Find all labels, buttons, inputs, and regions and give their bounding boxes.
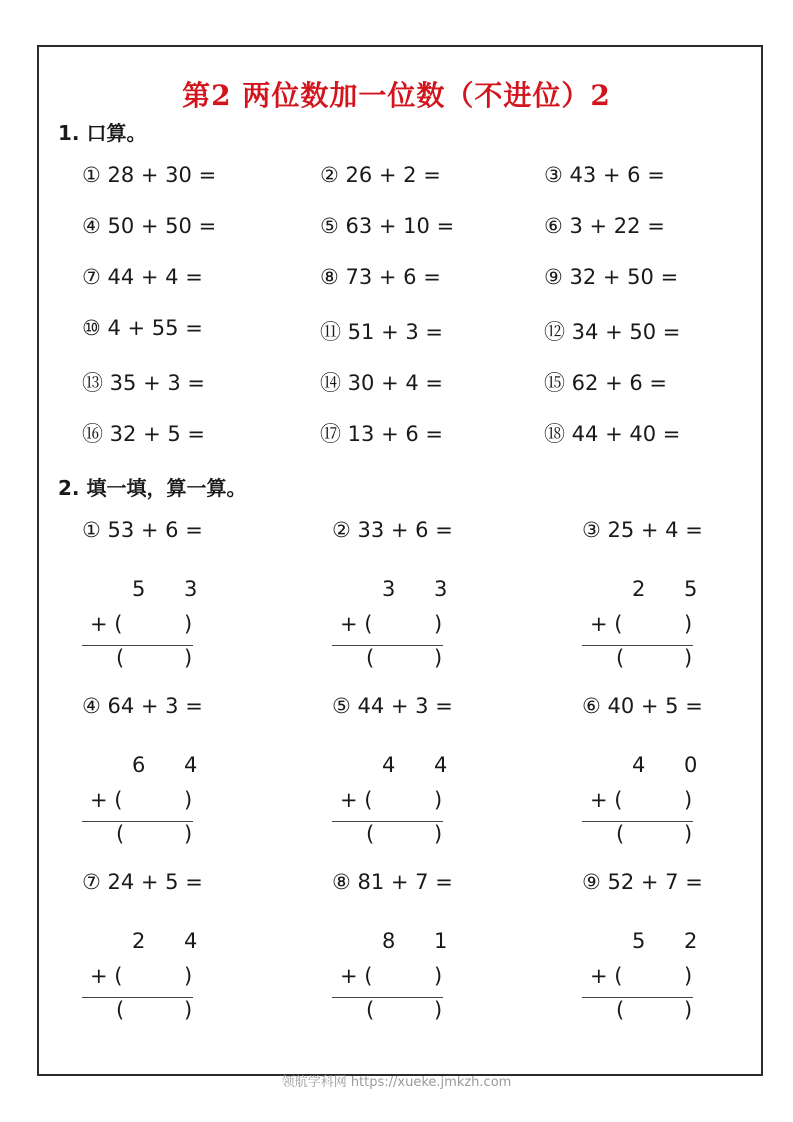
vertical-top-number: 3 3: [382, 577, 464, 601]
close-paren: ): [684, 646, 693, 670]
vertical-calc-grid: [82, 518, 742, 1046]
oral-row: [82, 316, 722, 367]
result-blank[interactable]: [116, 998, 193, 1022]
oral-calc-grid: [82, 163, 722, 469]
result-blank[interactable]: [116, 822, 193, 846]
close-paren: ): [184, 964, 193, 988]
vertical-top-number: 2 5: [632, 577, 714, 601]
vertical-row: [82, 518, 742, 694]
oral-problem: ⑱ 44 + 40 =: [544, 422, 681, 446]
vertical-question: ⑥ 40 + 5 =: [582, 694, 703, 718]
addend-blank[interactable]: [340, 964, 443, 988]
close-paren: ): [434, 822, 443, 846]
close-paren: ): [684, 612, 693, 636]
addend-blank[interactable]: [590, 612, 693, 636]
oral-problem: ⑭ 30 + 4 =: [320, 371, 443, 395]
vertical-question: ③ 25 + 4 =: [582, 518, 703, 542]
vertical-question: ⑤ 44 + 3 =: [332, 694, 453, 718]
close-paren: ): [684, 822, 693, 846]
vertical-problem: [332, 694, 472, 864]
vertical-problem: [332, 870, 472, 1040]
plus-open-paren: + (: [590, 612, 623, 636]
vertical-problem: [82, 694, 222, 864]
open-paren: (: [616, 998, 625, 1022]
addend-blank[interactable]: [90, 964, 193, 988]
vertical-question: ⑨ 52 + 7 =: [582, 870, 703, 894]
plus-open-paren: + (: [90, 788, 123, 812]
sum-line: [332, 645, 443, 646]
plus-open-paren: + (: [90, 612, 123, 636]
vertical-question: ⑦ 24 + 5 =: [82, 870, 203, 894]
oral-problem: ① 28 + 30 =: [82, 163, 217, 187]
plus-open-paren: + (: [340, 788, 373, 812]
vertical-top-number: 2 4: [132, 929, 214, 953]
oral-problem: ② 26 + 2 =: [320, 163, 441, 187]
vertical-problem: [82, 870, 222, 1040]
vertical-problem: [582, 694, 722, 864]
vertical-row: [82, 694, 742, 870]
result-blank[interactable]: [116, 646, 193, 670]
oral-problem: ③ 43 + 6 =: [544, 163, 665, 187]
plus-open-paren: + (: [90, 964, 123, 988]
vertical-top-number: 5 3: [132, 577, 214, 601]
close-paren: ): [684, 998, 693, 1022]
addend-blank[interactable]: [340, 788, 443, 812]
open-paren: (: [366, 998, 375, 1022]
close-paren: ): [184, 646, 193, 670]
section-oral-heading: 1. 口算。: [58, 121, 147, 145]
vertical-question: ① 53 + 6 =: [82, 518, 203, 542]
oral-problem: ④ 50 + 50 =: [82, 214, 217, 238]
open-paren: (: [616, 646, 625, 670]
sum-line: [582, 997, 693, 998]
result-blank[interactable]: [616, 998, 693, 1022]
vertical-top-number: 8 1: [382, 929, 464, 953]
close-paren: ): [184, 788, 193, 812]
close-paren: ): [184, 998, 193, 1022]
close-paren: ): [434, 788, 443, 812]
close-paren: ): [434, 612, 443, 636]
plus-open-paren: + (: [590, 964, 623, 988]
plus-open-paren: + (: [340, 612, 373, 636]
oral-problem: ⑬ 35 + 3 =: [82, 371, 205, 395]
result-blank[interactable]: [616, 646, 693, 670]
close-paren: ): [434, 998, 443, 1022]
addend-blank[interactable]: [590, 788, 693, 812]
sum-line: [582, 821, 693, 822]
vertical-problem: [582, 518, 722, 688]
vertical-problem: [582, 870, 722, 1040]
oral-problem: ⑤ 63 + 10 =: [320, 214, 455, 238]
vertical-top-number: 6 4: [132, 753, 214, 777]
footer-watermark: 领航学科网 https://xueke.jmkzh.com: [281, 1075, 512, 1090]
oral-problem: ⑩ 4 + 55 =: [82, 316, 203, 340]
sum-line: [332, 821, 443, 822]
vertical-problem: [332, 518, 472, 688]
oral-problem: ⑪ 51 + 3 =: [320, 320, 443, 344]
sum-line: [332, 997, 443, 998]
oral-row: [82, 163, 722, 214]
vertical-question: ② 33 + 6 =: [332, 518, 453, 542]
result-blank[interactable]: [616, 822, 693, 846]
close-paren: ): [184, 612, 193, 636]
result-blank[interactable]: [366, 822, 443, 846]
result-blank[interactable]: [366, 998, 443, 1022]
oral-problem: ⑥ 3 + 22 =: [544, 214, 665, 238]
addend-blank[interactable]: [340, 612, 443, 636]
vertical-top-number: 4 4: [382, 753, 464, 777]
result-blank[interactable]: [366, 646, 443, 670]
plus-open-paren: + (: [340, 964, 373, 988]
sum-line: [82, 821, 193, 822]
open-paren: (: [116, 822, 125, 846]
addend-blank[interactable]: [90, 788, 193, 812]
oral-row: [82, 214, 722, 265]
worksheet-title: 第2 两位数加一位数（不进位）2: [182, 79, 611, 112]
sum-line: [82, 997, 193, 998]
oral-row: [82, 418, 722, 469]
oral-row: [82, 265, 722, 316]
addend-blank[interactable]: [90, 612, 193, 636]
plus-open-paren: + (: [590, 788, 623, 812]
oral-problem: ⑨ 32 + 50 =: [544, 265, 679, 289]
vertical-question: ⑧ 81 + 7 =: [332, 870, 453, 894]
vertical-question: ④ 64 + 3 =: [82, 694, 203, 718]
open-paren: (: [116, 646, 125, 670]
close-paren: ): [184, 822, 193, 846]
close-paren: ): [684, 964, 693, 988]
open-paren: (: [616, 822, 625, 846]
open-paren: (: [366, 646, 375, 670]
oral-problem: ⑦ 44 + 4 =: [82, 265, 203, 289]
oral-row: [82, 367, 722, 418]
addend-blank[interactable]: [590, 964, 693, 988]
close-paren: ): [684, 788, 693, 812]
vertical-problem: [82, 518, 222, 688]
section-vertical-heading: 2. 填一填，算一算。: [58, 476, 247, 500]
oral-problem: ⑯ 32 + 5 =: [82, 422, 205, 446]
oral-problem: ⑰ 13 + 6 =: [320, 422, 443, 446]
vertical-row: [82, 870, 742, 1046]
open-paren: (: [366, 822, 375, 846]
close-paren: ): [434, 964, 443, 988]
oral-problem: ⑮ 62 + 6 =: [544, 371, 667, 395]
vertical-top-number: 4 0: [632, 753, 714, 777]
oral-problem: ⑧ 73 + 6 =: [320, 265, 441, 289]
close-paren: ): [434, 646, 443, 670]
sum-line: [582, 645, 693, 646]
vertical-top-number: 5 2: [632, 929, 714, 953]
sum-line: [82, 645, 193, 646]
open-paren: (: [116, 998, 125, 1022]
oral-problem: ⑫ 34 + 50 =: [544, 320, 681, 344]
